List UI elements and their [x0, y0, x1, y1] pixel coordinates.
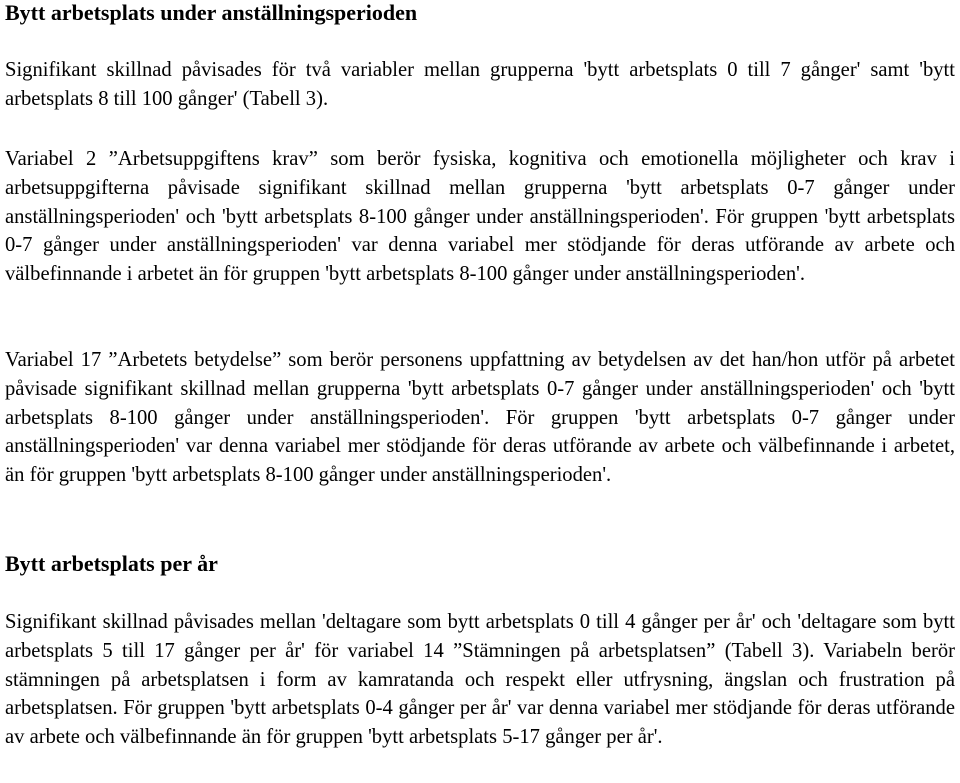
paragraph-variable-2: Variabel 2 ”Arbetsuppgiftens krav” som berör fysiska, kognitiva och emotionella möjligheter och krav i arbetsuppgifterna påvisade signifikant skillnad mellan grupperna 'bytt arbetsplats 0-7 gånger under anställningsperioden' och 'bytt arbetsplats 8-100 gånger under anställningsperioden'. För gruppen 'bytt arbetsplats 0-7 gånger under anställningsperioden' var denna variabel mer stödjande för deras utförande av arbete och välbefinnande i arbetet än för gruppen 'bytt arbetsplats 8-100 gånger under anställningsperioden'.: [5, 148, 955, 286]
paragraph-variable-17: Variabel 17 ”Arbetets betydelse” som berör personens uppfattning av betydelsen av det han/hon utför på arbetet påvisade signifikant skillnad mellan grupperna 'bytt arbetsplats 0-7 gånger under anställningsperioden' och 'bytt arbetsplats 8-100 gånger under anställningsperioden'. För gruppen 'bytt arbetsplats 0-7 gånger under anställningsperioden' var denna variabel mer stödjande för deras utförande av arbete och välbefinnande i arbetet, än för gruppen 'bytt arbetsplats 8-100 gånger under anställningsperioden'.: [5, 349, 955, 487]
section-heading-change-per-year: Bytt arbetsplats per år: [5, 551, 218, 576]
document-page: [5, 0, 955, 783]
paragraph-variable-14: Signifikant skillnad påvisades mellan 'deltagare som bytt arbetsplats 0 till 4 gånger per år' och 'deltagare som bytt arbetsplats 5 till 17 gånger per år' för variabel 14 ”Stämningen på arbetsplatsen” (Tabell 3). Variabeln berör stämningen på arbetsplatsen i form av kamratanda och respekt eller utfrysning, ängslan och frustration på arbetsplatsen. För gruppen 'bytt arbetsplats 0-4 gånger per år' var denna variabel mer stödjande för deras utförande av arbete och välbefinnande än för gruppen 'bytt arbetsplats 5-17 gånger per år'.: [5, 611, 955, 749]
paragraph-significant-two-variables: Signifikant skillnad påvisades för två variabler mellan grupperna 'bytt arbetsplats 0 till 7 gånger' samt 'bytt arbetsplats 8 till 100 gånger' (Tabell 3).: [5, 59, 955, 110]
section-heading-change-during-employment: Bytt arbetsplats under anställningsperioden: [5, 0, 418, 25]
